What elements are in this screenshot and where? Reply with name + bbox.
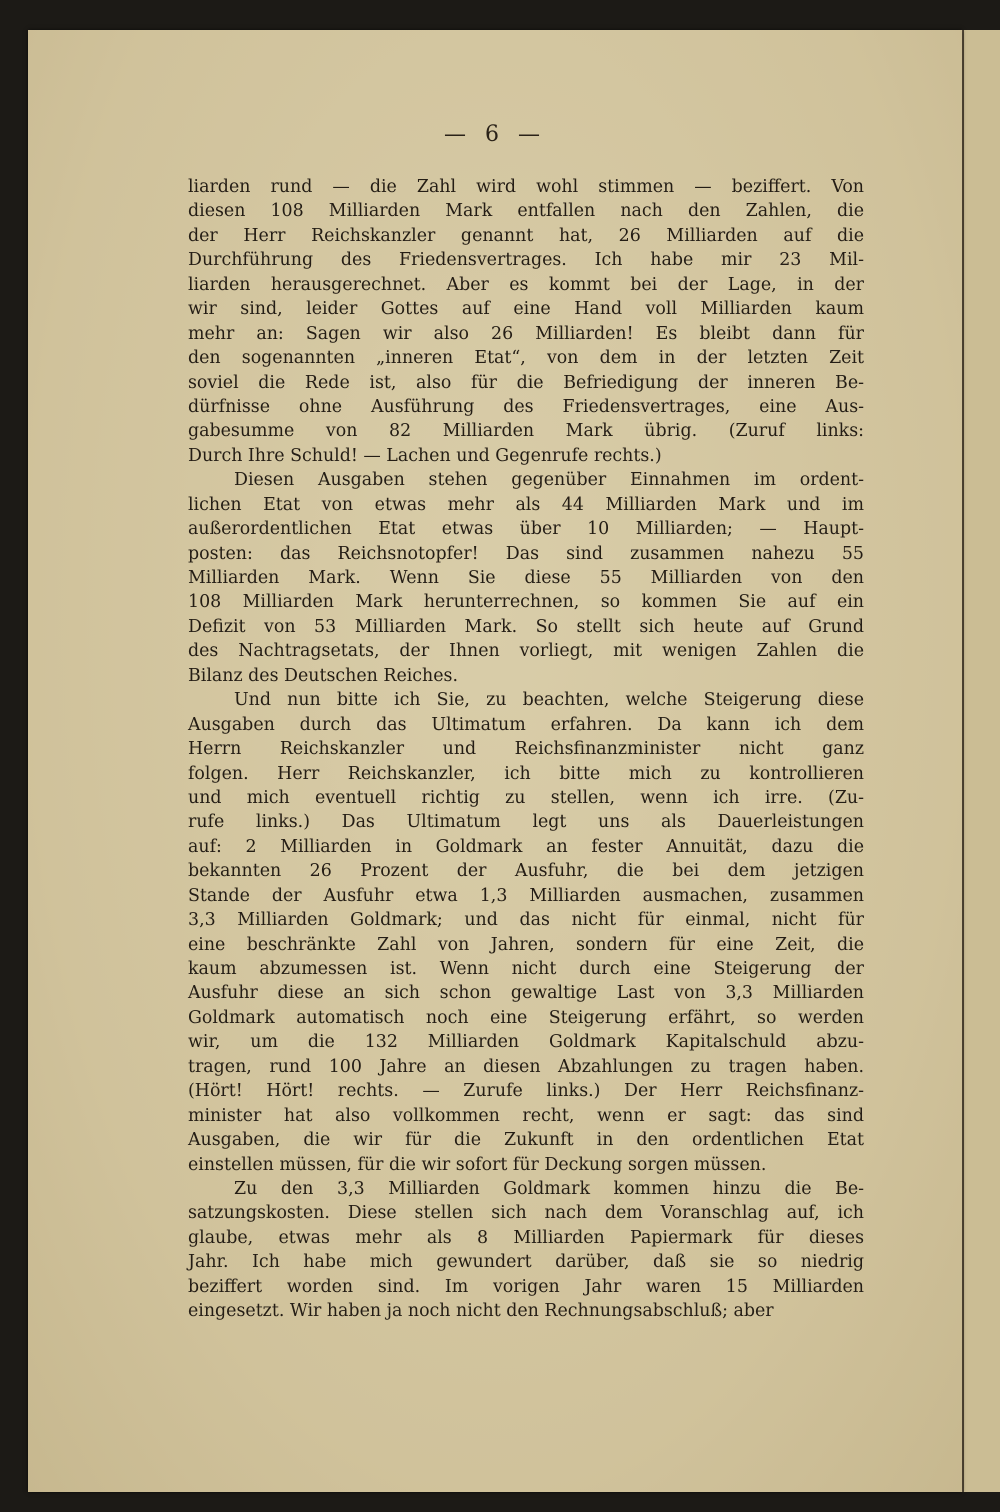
text-line: kaum abzumessen ist. Wenn nicht durch eine Steigerung der <box>188 959 864 979</box>
text-line: dürfnisse ohne Ausführung des Friedensvertrages, eine Aus- <box>188 396 864 417</box>
facing-page-edge <box>964 30 1000 1492</box>
paragraph <box>188 1177 864 1324</box>
text-line: eine beschränkte Zahl von Jahren, sondern für eine Zeit, die <box>188 934 864 955</box>
page-number: — 6 — <box>444 122 546 147</box>
text-line: diesen 108 Milliarden Mark entfallen nach den Zahlen, die <box>188 201 864 222</box>
text-line: auf: 2 Milliarden in Goldmark an fester Annuität, dazu die <box>188 836 864 857</box>
paragraph <box>188 688 864 1177</box>
text-line: den sogenannten „inneren Etat“, von dem in der letzten Zeit <box>188 348 864 369</box>
text-line: Jahr. Ich habe mich gewundert darüber, daß sie so niedrig <box>188 1252 864 1273</box>
text-line: soviel die Rede ist, also für die Befriedigung der inneren Be- <box>188 372 864 393</box>
text-line: Ausgaben durch das Ultimatum erfahren. Da kann ich dem <box>188 714 864 735</box>
body-text <box>188 175 864 1324</box>
text-line: folgen. Herr Reichskanzler, ich bitte mich zu kontrollieren <box>188 763 864 784</box>
text-line: beziffert worden sind. Im vorigen Jahr waren 15 Milliarden <box>188 1276 864 1297</box>
text-line: glaube, etwas mehr als 8 Milliarden Papiermark für dieses <box>188 1227 864 1248</box>
text-line: liarden rund — die Zahl wird wohl stimmen — beziffert. Von <box>188 177 864 197</box>
text-line: Bilanz des Deutschen Reiches. <box>188 665 458 686</box>
text-line: tragen, rund 100 Jahre an diesen Abzahlungen zu tragen haben. <box>188 1056 864 1077</box>
text-line: wir sind, leider Gottes auf eine Hand voll Milliarden kaum <box>188 299 864 320</box>
text-line: der Herr Reichskanzler genannt hat, 26 Milliarden auf die <box>188 225 864 246</box>
text-line: Defizit von 53 Milliarden Mark. So stellt sich heute auf Grund <box>188 616 864 637</box>
text-line: eingesetzt. Wir haben ja noch nicht den Rechnungsabschluß; aber <box>188 1301 774 1322</box>
text-line: und mich eventuell richtig zu stellen, wenn ich irre. (Zu- <box>188 787 864 808</box>
text-line: Goldmark automatisch noch eine Steigerung erfährt, so werden <box>188 1007 864 1028</box>
text-line: Stande der Ausfuhr etwa 1,3 Milliarden ausmachen, zusammen <box>188 885 864 906</box>
text-line: wir, um die 132 Milliarden Goldmark Kapitalschuld abzu- <box>188 1032 864 1053</box>
text-line: 108 Milliarden Mark herunterrechnen, so kommen Sie auf ein <box>188 592 864 613</box>
text-line: Ausgaben, die wir für die Zukunft in den ordentlichen Etat <box>188 1130 864 1151</box>
text-line: Zu den 3,3 Milliarden Goldmark kommen hinzu die Be- <box>234 1178 864 1199</box>
text-line: (Hört! Hört! rechts. — Zurufe links.) Der Herr Reichsfinanz- <box>188 1081 864 1102</box>
text-line: Herrn Reichskanzler und Reichsfinanzminister nicht ganz <box>188 739 864 760</box>
text-line: des Nachtragsetats, der Ihnen vorliegt, mit wenigen Zahlen die <box>188 641 864 662</box>
text-line: liarden herausgerechnet. Aber es kommt bei der Lage, in der <box>188 274 864 295</box>
paragraph <box>188 468 864 688</box>
text-line: Durch Ihre Schuld! — Lachen und Gegenrufe rechts.) <box>188 445 662 466</box>
text-line: rufe links.) Das Ultimatum legt uns als Dauerleistungen <box>188 812 864 833</box>
text-line: Ausfuhr diese an sich schon gewaltige Last von 3,3 Milliarden <box>188 983 864 1004</box>
text-line: außerordentlichen Etat etwas über 10 Milliarden; — Haupt- <box>188 519 864 540</box>
text-line: minister hat also vollkommen recht, wenn er sagt: das sind <box>188 1105 864 1126</box>
text-line: mehr an: Sagen wir also 26 Milliarden! Es bleibt dann für <box>188 323 864 344</box>
text-line: gabesumme von 82 Milliarden Mark übrig. (Zuruf links: <box>188 421 864 442</box>
text-line: bekannten 26 Prozent der Ausfuhr, die bei dem jetzigen <box>188 861 864 882</box>
paragraph <box>188 175 864 468</box>
text-line: Diesen Ausgaben stehen gegenüber Einnahmen im ordent- <box>234 470 864 491</box>
text-line: einstellen müssen, für die wir sofort für Deckung sorgen müssen. <box>188 1154 767 1175</box>
text-line: 3,3 Milliarden Goldmark; und das nicht für einmal, nicht für <box>188 910 864 931</box>
text-line: Milliarden Mark. Wenn Sie diese 55 Milliarden von den <box>188 568 864 588</box>
text-line: posten: das Reichsnotopfer! Das sind zusammen nahezu 55 <box>188 543 864 564</box>
text-line: Durchführung des Friedensvertrages. Ich habe mir 23 Mil- <box>188 250 864 271</box>
text-line: satzungskosten. Diese stellen sich nach dem Voranschlag auf, ich <box>188 1203 864 1224</box>
document-page <box>28 30 962 1492</box>
text-line: lichen Etat von etwas mehr als 44 Milliarden Mark und im <box>188 494 864 515</box>
text-line: Und nun bitte ich Sie, zu beachten, welche Steigerung diese <box>234 690 864 711</box>
